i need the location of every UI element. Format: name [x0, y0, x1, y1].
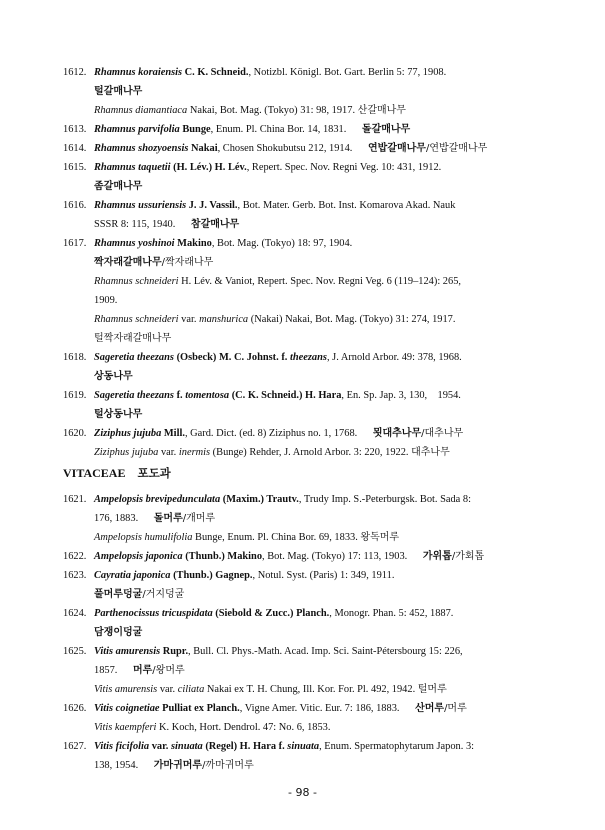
entry-line [94, 370, 133, 384]
author-name: Pulliat ex Planch. [159, 703, 240, 714]
scientific-name: Parthenocissus tricuspidata [94, 608, 213, 619]
korean-alt-name: 왕독머루 [360, 532, 400, 543]
korean-name: 털상동나무 [94, 409, 143, 420]
citation-text: , Enum. Pl. China Bor. 14, 1831. [210, 124, 362, 135]
entry-line [94, 446, 450, 460]
entry-line [94, 588, 184, 602]
korean-alt-name: /왕머루 [152, 665, 185, 676]
synonym-name: Vitis kaempferi [94, 722, 157, 733]
korean-name: 담쟁이덩굴 [94, 627, 143, 638]
entry-number: 1615. [63, 162, 87, 173]
family-heading [63, 466, 171, 480]
citation-text: H. Lév. & Vaniot, Repert. Spec. Nov. Regni Veg. 6 (119–124): 265, [178, 276, 461, 287]
citation-text: 138, 1954. [94, 760, 154, 771]
synonym-name: Ampelopsis humulifolia [94, 532, 193, 543]
author-name: (Thunb.) Makino [182, 551, 263, 562]
author-name: (Osbeck) M. C. Johnst. f. [173, 352, 290, 363]
citation-text: 1909. [94, 295, 118, 306]
entry-main-line [94, 123, 410, 137]
citation-text: , Repert. Spec. Nov. Regni Veg. 10: 431, 1912. [246, 162, 442, 173]
entry-number: 1612. [63, 67, 87, 78]
korean-name: 묏대추나무 [372, 428, 422, 439]
entry-number: 1622. [63, 551, 87, 562]
synonym-name: ciliata [177, 684, 205, 695]
korean-alt-name: 산갈매나무 [357, 105, 406, 116]
author-name: Mill. [161, 428, 185, 439]
entry-number: 1620. [63, 428, 87, 439]
citation-text: Bunge, Enum. Pl. China Bor. 69, 1833. [192, 532, 361, 543]
entry-number: 1625. [63, 646, 87, 657]
entry-line [94, 275, 461, 289]
citation-text: Nakai ex T. H. Chung, Ill. Kor. For. Pl. 492, 1942. [204, 684, 418, 695]
scientific-name: Rhamnus koraiensis [94, 67, 183, 78]
scientific-name: theezans [290, 352, 327, 363]
entry-main-line [94, 161, 441, 175]
citation-text: , Bot. Mag. (Tokyo) 17: 113, 1903. [262, 551, 423, 562]
scientific-name: Rhamnus taquetii [94, 162, 171, 173]
citation-text: 1857. [94, 665, 133, 676]
entry-line [94, 218, 239, 232]
scientific-name: tomentosa [185, 390, 230, 401]
entry-number: 1624. [63, 608, 87, 619]
korean-name: 산머루 [415, 703, 445, 714]
author-name: (Maxim.) Trautv. [220, 494, 299, 505]
entry-number: 1626. [63, 703, 87, 714]
korean-name: 머루 [132, 665, 153, 676]
entry-number: 1619. [63, 390, 87, 401]
entry-line [94, 531, 399, 545]
entry-main-line [94, 142, 487, 156]
korean-name: 돌머루 [153, 513, 183, 524]
korean-name: 연밥갈매나무 [367, 143, 426, 154]
entry-line [94, 664, 185, 678]
entry-main-line [94, 351, 462, 365]
entry-main-line [94, 199, 455, 213]
synonym-name: manshurica [199, 314, 249, 325]
scientific-name: Rhamnus ussuriensis [94, 200, 187, 211]
citation-text: (Bunge) Rehder, J. Arnold Arbor. 3: 220, 1922. [210, 447, 412, 458]
author-name: (C. K. Schneid.) H. Hara [229, 390, 342, 401]
citation-text: , Chosen Shokubutsu 212, 1914. [217, 143, 368, 154]
korean-alt-name: 털짝자래갈매나무 [94, 333, 172, 344]
scientific-name: Vitis amurensis [94, 646, 161, 657]
scientific-name: Sageretia theezans [94, 390, 174, 401]
author-name: Makino [174, 238, 212, 249]
korean-name: 참갈매나무 [190, 219, 240, 230]
entry-line [94, 256, 213, 270]
korean-alt-name: /연밥갈매나무 [425, 143, 488, 154]
citation-text: K. Koch, Hort. Dendrol. 47: No. 6, 1853. [156, 722, 331, 733]
entry-line [94, 294, 117, 308]
author-name: f. [173, 390, 186, 401]
entry-line [94, 104, 406, 118]
entry-number: 1614. [63, 143, 87, 154]
entry-line [94, 180, 142, 194]
author-name: Nakai [188, 143, 218, 154]
author-name: Rupr. [160, 646, 189, 657]
citation-text: , Monogr. Phan. 5: 452, 1887. [329, 608, 454, 619]
citation-text: , Gard. Dict. (ed. 8) Ziziphus no. 1, 1768. [184, 428, 373, 439]
citation-text: , J. Arnold Arbor. 49: 378, 1968. [326, 352, 462, 363]
citation-text: , Vigne Amer. Vitic. Eur. 7: 186, 1883. [239, 703, 416, 714]
scientific-name: sinuata [170, 741, 203, 752]
korean-alt-name: /거지덩굴 [142, 589, 185, 600]
korean-alt-name: 대추나무 [411, 447, 450, 458]
entry-number: 1627. [63, 741, 87, 752]
entry-number: 1613. [63, 124, 87, 135]
citation-text: , En. Sp. Jap. 3, 130, 1954. [341, 390, 461, 401]
entry-line [94, 759, 254, 773]
entry-main-line [94, 237, 352, 251]
entry-number: 1618. [63, 352, 87, 363]
scientific-name: Sageretia theezans [94, 352, 174, 363]
entry-line [94, 313, 455, 327]
entry-line [94, 332, 171, 346]
author-name: C. K. Schneid. [182, 67, 249, 78]
korean-alt-name: /대추나무 [421, 428, 464, 439]
entry-main-line [94, 389, 461, 403]
korean-alt-name: /까마귀머루 [202, 760, 254, 771]
korean-name: 짝자래갈매나무 [94, 257, 162, 268]
entry-line [94, 85, 142, 99]
scientific-name: Cayratia japonica [94, 570, 171, 581]
scientific-name: Vitis ficifolia [94, 741, 150, 752]
citation-text: var. [157, 684, 178, 695]
scientific-name: Rhamnus parvifolia [94, 124, 180, 135]
citation-text: , Notizbl. Königl. Bot. Gart. Berlin 5: 77, 1908. [248, 67, 447, 78]
synonym-name: inermis [178, 447, 211, 458]
entry-number: 1617. [63, 238, 87, 249]
entry-main-line [94, 645, 463, 659]
entry-main-line [94, 740, 474, 754]
entry-main-line [94, 569, 394, 583]
citation-text: var. [178, 314, 200, 325]
korean-alt-name: /머루 [444, 703, 467, 714]
korean-alt-name: /개머루 [182, 513, 216, 524]
entry-main-line [94, 607, 453, 621]
scientific-name: Rhamnus shozyoensis [94, 143, 189, 154]
author-name: J. J. Vassil. [186, 200, 238, 211]
korean-alt-name: /짝자래나무 [161, 257, 214, 268]
citation-text: Nakai, Bot. Mag. (Tokyo) 31: 98, 1917. [187, 105, 358, 116]
synonym-name: Rhamnus diamantiaca [94, 105, 188, 116]
entry-main-line [94, 427, 463, 441]
scientific-name: Rhamnus yoshinoi [94, 238, 175, 249]
korean-name: 상동나무 [94, 371, 133, 382]
scientific-name: Ampelopsis japonica [94, 551, 183, 562]
author-name: (Thunb.) Gagnep. [170, 570, 253, 581]
page-number: - 98 - [288, 786, 317, 799]
author-name: (Siebold & Zucc.) Planch. [212, 608, 330, 619]
citation-text: var. [158, 447, 179, 458]
citation-text: , Bot. Mag. (Tokyo) 18: 97, 1904. [211, 238, 353, 249]
entry-main-line [94, 550, 484, 564]
entry-line [94, 683, 447, 697]
citation-text: , Enum. Spermatophytarum Japon. 3: [319, 741, 475, 752]
scientific-name: Ziziphus jujuba [94, 428, 162, 439]
citation-text: , Bull. Cl. Phys.-Math. Acad. Imp. Sci. Saint-Pétersbourg 15: 226, [188, 646, 463, 657]
korean-name: 털갈매나무 [94, 86, 143, 97]
entry-number: 1621. [63, 494, 87, 505]
entry-line [94, 512, 215, 526]
author-name: var. [149, 741, 171, 752]
korean-name: 좀갈매나무 [94, 181, 143, 192]
entry-line [94, 408, 142, 422]
scientific-name: Vitis coignetiae [94, 703, 160, 714]
entry-number: 1616. [63, 200, 87, 211]
korean-name: 가마귀머루 [153, 760, 203, 771]
author-name: (Regel) H. Hara f. [202, 741, 288, 752]
entry-main-line [94, 493, 471, 507]
citation-text: , Trudy Imp. S.-Peterburgsk. Bot. Sada 8: [298, 494, 471, 505]
citation-text: , Notul. Syst. (Paris) 1: 349, 1911. [252, 570, 395, 581]
author-name: Bunge [179, 124, 211, 135]
synonym-name: Rhamnus schneideri [94, 314, 179, 325]
korean-alt-name: 털머루 [417, 684, 447, 695]
korean-name: 돌갈매나무 [361, 124, 411, 135]
citation-text: SSSR 8: 115, 1940. [94, 219, 191, 230]
author-name: (H. Lév.) H. Lév. [170, 162, 247, 173]
synonym-name: Rhamnus schneideri [94, 276, 179, 287]
entry-line [94, 626, 142, 640]
synonym-name: Ziziphus jujuba [94, 447, 159, 458]
korean-name: 가위톱 [422, 551, 452, 562]
entry-main-line [94, 702, 467, 716]
family-korean: 포도과 [137, 466, 171, 480]
scientific-name: sinuata [287, 741, 320, 752]
citation-text: , Bot. Mater. Gerb. Bot. Inst. Komarova Akad. Nauk [237, 200, 456, 211]
synonym-name: Vitis amurensis [94, 684, 158, 695]
family-latin: VITACEAE [63, 466, 126, 480]
scientific-name: Ampelopsis brevipedunculata [94, 494, 221, 505]
citation-text: 176, 1883. [94, 513, 154, 524]
citation-text: (Nakai) Nakai, Bot. Mag. (Tokyo) 31: 274, 1917. [248, 314, 456, 325]
entry-line [94, 721, 330, 735]
entry-number: 1623. [63, 570, 87, 581]
korean-alt-name: /가회톱 [451, 551, 485, 562]
entry-main-line [94, 66, 446, 80]
korean-name: 풀머루덩굴 [94, 589, 143, 600]
